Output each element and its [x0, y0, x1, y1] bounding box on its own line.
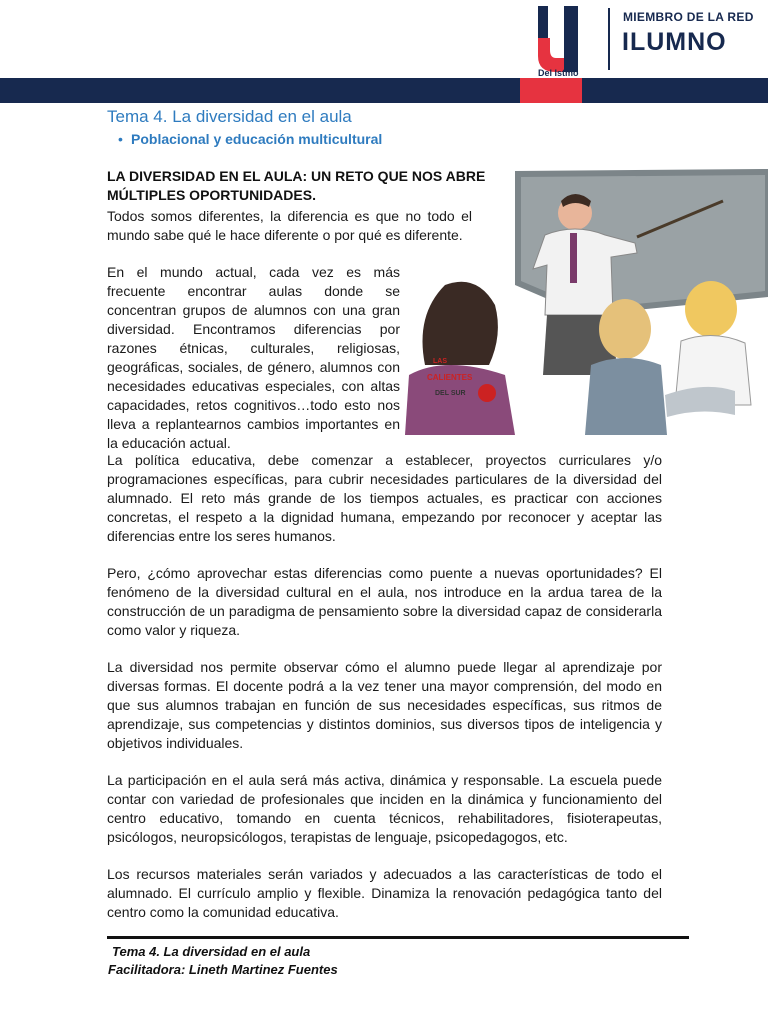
paragraph-intro: Todos somos diferentes, la diferencia es que no todo el mundo sabe qué le hace diferente o por qué es diferente.: [107, 208, 472, 243]
article-heading: LA DIVERSIDAD EN EL AULA: UN RETO QUE NOS ABRE MÚLTIPLES OPORTUNIDADES.: [107, 168, 486, 203]
university-logo-icon: [534, 4, 582, 76]
bullet-icon: •: [118, 131, 123, 147]
svg-text:CALIENTES: CALIENTES: [427, 373, 473, 382]
network-label: MIEMBRO DE LA RED: [623, 10, 754, 24]
footer-topic: Tema 4. La diversidad en el aula: [112, 944, 311, 959]
topic-subtitle: Poblacional y educación multicultural: [131, 131, 383, 147]
paragraph-pero: Pero, ¿cómo aprovechar estas diferencias como puente a nuevas oportunidades? El fenómeno de la diversidad cultural en el aula, nos introduce en la ardua tarea de la construcción de un paradigma de pensamiento sobre la diversidad capaz de considerarla como valor y riqueza.: [107, 565, 662, 638]
svg-text:LAS: LAS: [433, 358, 447, 365]
network-name: ILUMNO: [622, 28, 727, 56]
logo-divider: [608, 8, 610, 70]
logo-subtitle: Del Istmo: [538, 68, 579, 78]
topic-title: Tema 4. La diversidad en el aula: [107, 107, 352, 126]
paragraph-participacion: La participación en el aula será más activa, dinámica y responsable. La escuela puede contar con variedad de profesionales que inciden en la dinámica y funcionamiento del centro educativo, tomando en cuenta técnicos, rehabilitadores, fisioterapeutas, psicólogos, neuropsicólogos, terapistas de lenguaje, psicopedagogos, etc.: [107, 772, 662, 845]
paragraph-politica: La política educativa, debe comenzar a establecer, proyectos curriculares y/o programaciones específicas, para cubrir necesidades particulares de la diversidad del alumnado. El reto más grande de los tiempos actuales, es practicar con acciones concretas, el respeto a la dignidad humana, empezando por reconocer y aceptar las diferencias entre los seres humanos.: [107, 452, 662, 544]
paragraph-recursos: Los recursos materiales serán variados y adecuados a las características de todo el alumnado. El currículo amplio y flexible. Dinamiza la renovación pedagógica tanto del centro como la comunidad educativa.: [107, 866, 662, 920]
paragraph-diversidad: La diversidad nos permite observar cómo el alumno puede llegar al aprendizaje por diversas formas. El docente podrá a la vez tener una mayor comprensión, del modo en que sus alumnos trabajan en función de sus necesidades específicas, sus ritmos de aprendizaje, sus competencias y distintos dominios, sus diversos tipos de inteligencia y objetivos individuales.: [107, 659, 662, 751]
svg-text:DEL SUR: DEL SUR: [435, 390, 466, 397]
paragraph-mundo: En el mundo actual, cada vez es más frecuente encontrar aulas donde se concentran grupos de alumnos con una gran diversidad. Encontramos diferencias por razones étnicas, culturales, religiosas, geográficas, sociales, de género, alumnos con necesidades educativas especiales, con altas capacidades, retos cognitivos…todo esto nos lleva a replantearnos cambios importantes en la educación actual.: [107, 264, 400, 451]
header-banner-accent: [520, 78, 582, 103]
header-banner: [0, 78, 768, 103]
footer-divider: [107, 936, 689, 939]
classroom-illustration: [405, 165, 768, 435]
footer-facilitator: Facilitadora: Lineth Martinez Fuentes: [108, 962, 338, 977]
